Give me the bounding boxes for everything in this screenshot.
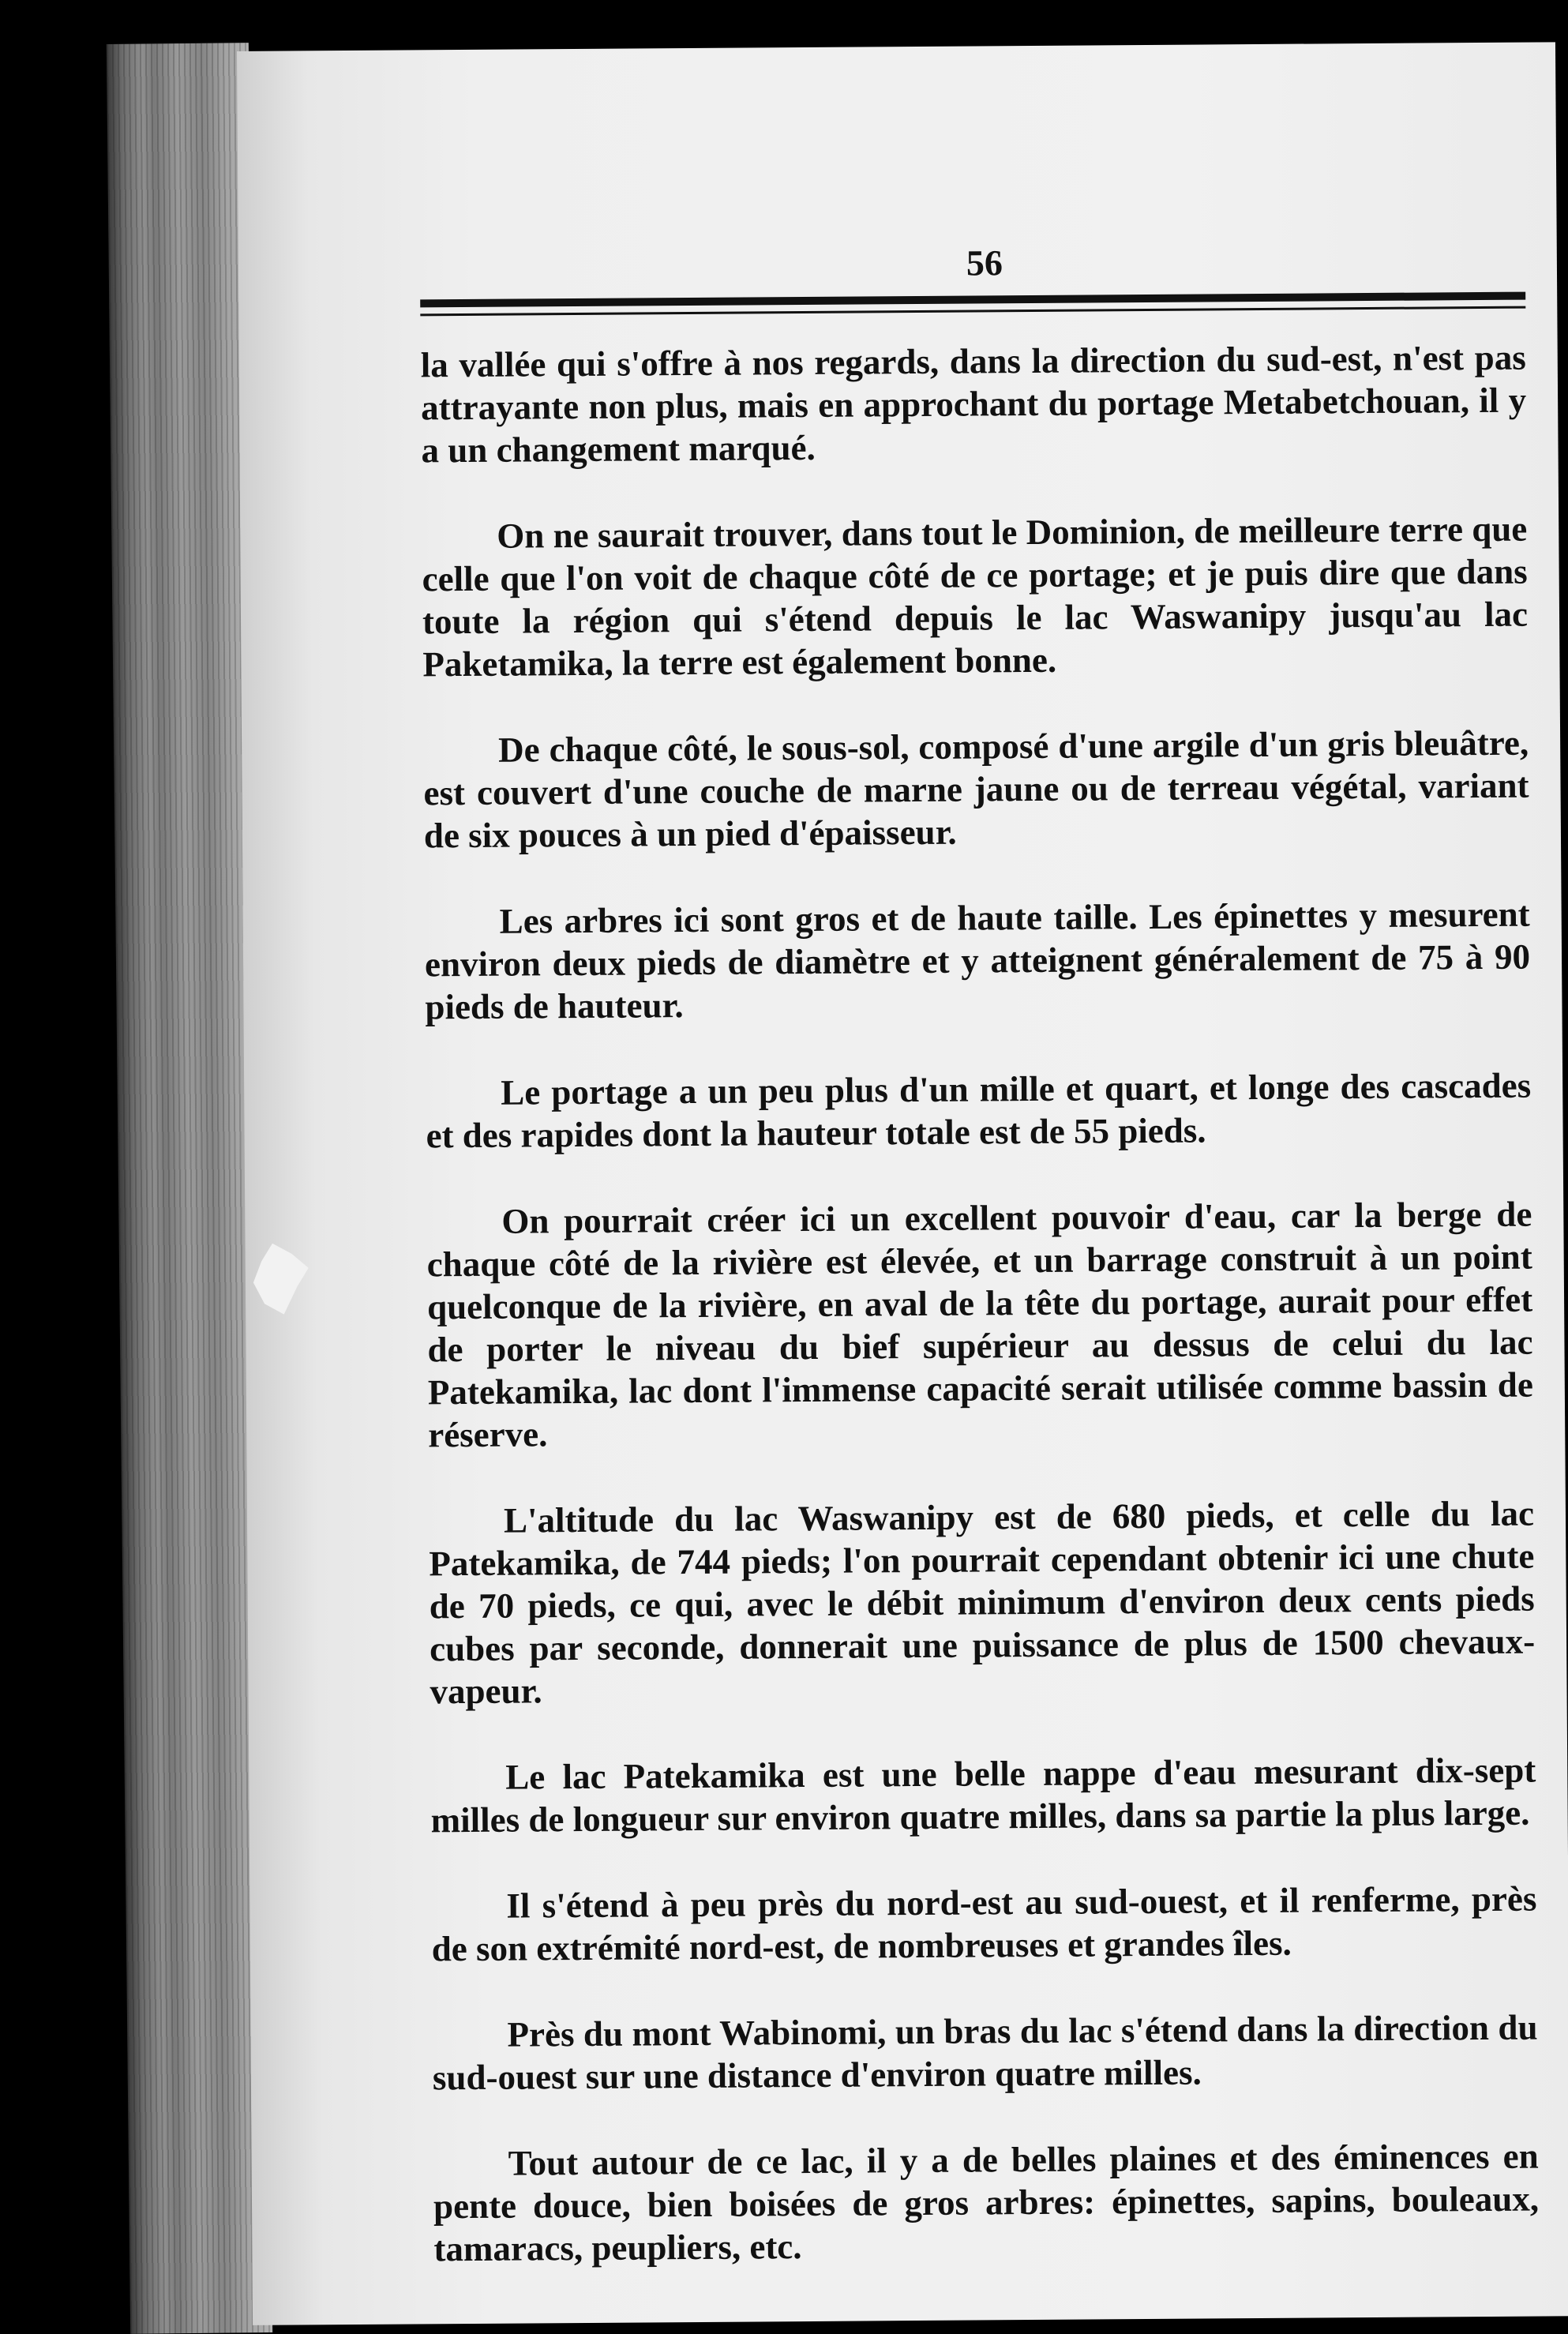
header-rule-thick xyxy=(420,292,1525,308)
paragraph: Le portage a un peu plus d'un mille et quart, et longe des cascades et des rapides dont la hauteur totale est de 55 pieds. xyxy=(426,1065,1532,1156)
paragraph: On ne saurait trouver, dans tout le Dominion, de meilleure terre que celle que l'on voit de chaque côté de ce portage; et je puis dire que dans toute la région qui s'étend depuis le lac Waswanipy jusqu'au lac Paketamika, la terre est également bonne. xyxy=(422,508,1529,685)
paragraph: Tout autour de ce lac, il y a de belles plaines et des éminences en pente douce, bien boisées de gros arbres: épinettes, sapins, bouleaux, tamaracs, peupliers, etc. xyxy=(433,2136,1540,2269)
book-page xyxy=(237,42,1568,2325)
header-rule-thin xyxy=(420,306,1525,317)
paragraph: De chaque côté, le sous-sol, composé d'une argile d'un gris bleuâtre, est couvert d'une couche de marne jaune ou de terreau végétal, variant de six pouces à un pied d'épaisseur. xyxy=(423,722,1529,856)
paragraph: Les arbres ici sont gros et de haute taille. Les épinettes y mesurent environ deux pieds de diamètre et y atteignent généralement de 75 à 90 pieds de hauteur. xyxy=(424,894,1531,1027)
paragraph: L'altitude du lac Waswanipy est de 680 pieds, et celle du lac Patekamika, de 744 pieds; l'on pourrait cependant obtenir ici une chute de 70 pieds, ce qui, avec le débit minimum d'environ deux cents pieds cubes par seconde, donnerait une puissance de plus de 1500 chevaux-vapeur. xyxy=(429,1493,1536,1712)
page-number: 56 xyxy=(966,242,1003,283)
paragraph: Il s'étend à peu près du nord-est au sud-ouest, et il renferme, près de son extrémité nord-est, de nombreuses et grandes îles. xyxy=(431,1878,1537,1969)
paragraph: Près du mont Wabinomi, un bras du lac s'étend dans la direction du sud-ouest sur une distance d'environ quatre milles. xyxy=(432,2007,1538,2098)
paper-blemish xyxy=(253,1243,309,1314)
paragraph: la vallée qui s'offre à nos regards, dans la direction du sud-est, n'est pas attrayante non plus, mais en approchant du portage Metabetchouan, il y a un changement marqué. xyxy=(420,337,1527,471)
paragraph: On pourrait créer ici un excellent pouvoir d'eau, car la berge de chaque côté de la rivière est élevée, et un barrage construit à un point quelconque de la rivière, en aval de la tête du portage, aurait pour effet de porter le niveau du bief supérieur au dessus de celui du lac Patekamika, lac dont l'immense capacité serait utilisée comme bassin de réserve. xyxy=(426,1194,1534,1455)
page-text xyxy=(421,336,1540,2314)
paragraph: Le lac Patekamika est une belle nappe d'eau mesurant dix-sept milles de longueur sur environ quatre milles, dans sa partie la plus large. xyxy=(430,1750,1536,1841)
